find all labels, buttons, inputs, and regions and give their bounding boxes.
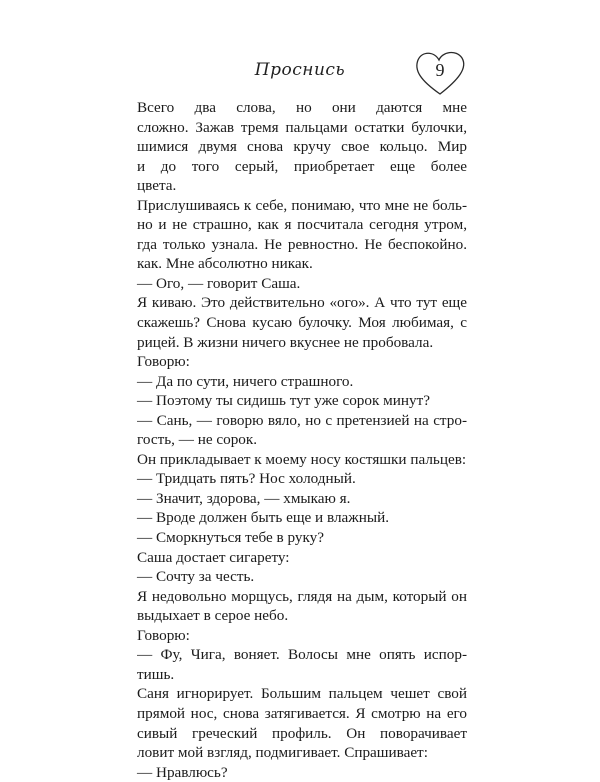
text-line: — Значит, здорова, — хмыкаю я. [137,489,351,507]
text-line: — Ого, — говорит Саша. [137,274,301,292]
text-line: гость, — не сорок. [137,431,258,449]
text-line: — Да по сути, ничего страшного. [137,372,354,390]
text-line: Говорю: [137,626,190,644]
running-header-title: Проснись [254,60,346,80]
page-body-text [137,98,467,782]
text-line: но и не страшно, как я посчитала сегодня утром, [137,216,467,234]
text-line: тишь. [137,665,175,683]
text-line: Говорю: [137,353,190,371]
text-line: — Фу, Чига, воняет. Волосы мне опять испор- [137,646,467,664]
text-line: гда только узнала. Не ревностно. Не беспокойно. [137,235,467,253]
text-line: скажешь? Снова кусаю булочку. Моя любимая, с [137,314,467,332]
text-line: рицей. В жизни ничего вкуснее не пробовала. [137,333,434,351]
page-number: 9 [435,60,445,80]
text-line: — Нравлюсь? [137,763,228,781]
text-line: — Тридцать пять? Нос холодный. [137,470,356,488]
text-line: Саша достает сигарету: [137,548,290,566]
text-line: — Вроде должен быть еще и влажный. [137,509,390,527]
text-line: ловит мой взгляд, подмигивает. Спрашивает: [137,744,428,762]
text-line: — Поэтому ты сидишь тут уже сорок минут? [137,392,430,410]
text-line: — Сморкнуться тебе в руку? [137,529,324,547]
text-line: Я недовольно морщусь, глядя на дым, который он [137,587,467,605]
text-line: выдыхает в серое небо. [137,607,289,625]
text-line: сложно. Зажав тремя пальцами остатки булочки, [137,118,467,136]
text-line: — Сочту за честь. [137,568,255,586]
text-line: Я киваю. Это действительно «ого». А что тут еще [137,294,467,312]
text-line: Саня игнорирует. Большим пальцем чешет свой [137,685,467,703]
text-line: сивый греческий профиль. Он поворачивает [137,724,467,742]
text-line: — Сань, — говорю вяло, но с претензией на стро- [137,411,467,429]
text-line: и до того серый, приобретает еще более [137,157,467,175]
text-line: цвета. [137,177,177,195]
text-line: Всего два слова, но они даются мне [137,99,467,116]
text-line: шимися двумя снова кручу свое кольцо. Мир [137,138,467,156]
text-line: прямой нос, снова затягивается. Я смотрю на его [137,704,467,722]
text-line: как. Мне абсолютно никак. [137,255,313,273]
text-line: Он прикладывает к моему носу костяшки пальцев: [137,450,467,468]
text-line: Прислушиваясь к себе, понимаю, что мне не боль- [137,196,467,214]
